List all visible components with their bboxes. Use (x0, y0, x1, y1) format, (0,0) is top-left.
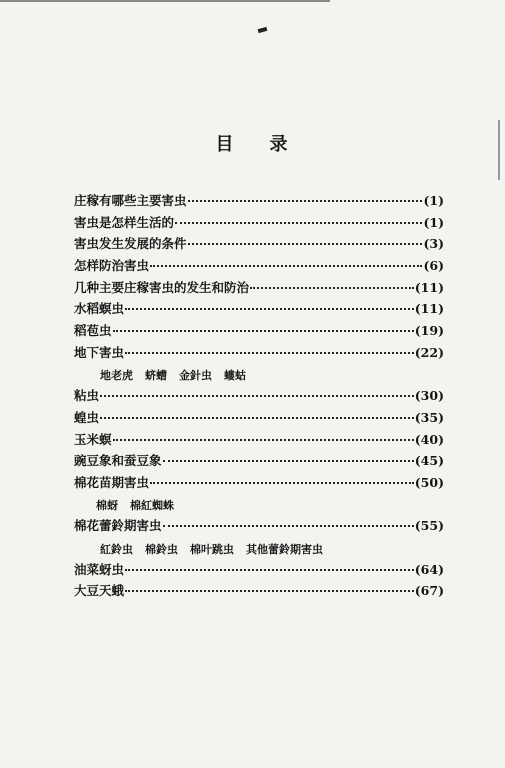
toc-entry (74, 516, 444, 538)
toc-entry-title: 大豆天蛾 (74, 583, 125, 599)
toc-subtopic: 棉蚜 (96, 499, 118, 513)
toc-entry (74, 256, 444, 278)
toc-entry (74, 191, 444, 213)
toc-subtopic: 紅鈴虫 (100, 542, 133, 556)
toc-entry-title: 油菜蚜虫 (74, 561, 125, 577)
toc-subtopic: 棉叶跳虫 (190, 542, 234, 556)
toc-subtopics (74, 495, 444, 517)
toc-entry-title: 棉花蕾鈴期害虫 (74, 518, 162, 534)
toc-entry-title: 害虫发生发展的条件 (74, 236, 187, 252)
toc-entry-title: 几种主要庄稼害虫的发生和防治 (74, 279, 250, 295)
page-title (0, 130, 505, 156)
toc-entry (74, 473, 444, 495)
toc-subtopic: 棉紅蜘蛛 (130, 499, 174, 513)
dot-leader (125, 352, 414, 354)
toc-entry-title: 蝗虫 (74, 409, 100, 425)
toc-page-number: (11) (414, 279, 444, 295)
toc-entry (74, 386, 444, 408)
table-of-contents (74, 191, 444, 603)
toc-page-number: (19) (414, 323, 444, 339)
toc-subtopic: 其他蕾鈴期害虫 (246, 542, 323, 556)
toc-entry-title: 玉米螟 (74, 431, 112, 447)
toc-subtopic: 蛴螬 (145, 369, 167, 383)
toc-entry (74, 299, 444, 321)
toc-entry (74, 430, 444, 452)
toc-page-number: (67) (414, 583, 444, 599)
toc-subtopics (74, 538, 444, 560)
toc-page-number: (55) (414, 518, 444, 534)
toc-page-number: (22) (414, 344, 444, 360)
toc-entry-title: 害虫是怎样生活的 (74, 214, 175, 230)
toc-entry-title: 庄稼有哪些主要害虫 (74, 193, 187, 208)
toc-page-number: (35) (414, 409, 444, 425)
toc-subtopic: 螻蛄 (224, 369, 246, 383)
dot-leader (113, 439, 414, 441)
toc-entry-title: 怎样防治害虫 (74, 258, 150, 274)
toc-entry (74, 343, 444, 365)
dot-leader (175, 222, 422, 224)
toc-subtopics (74, 365, 444, 387)
toc-page-number: (11) (414, 301, 444, 317)
toc-entry-title: 地下害虫 (74, 344, 125, 360)
dot-leader (163, 525, 414, 527)
toc-entry-title: 棉花苗期害虫 (74, 474, 150, 490)
toc-entry (74, 213, 444, 235)
toc-entry (74, 451, 444, 473)
dot-leader (188, 200, 423, 202)
toc-entry-title: 粘虫 (74, 388, 100, 404)
title-char-1: 目 (215, 134, 236, 155)
dot-leader (125, 569, 414, 571)
toc-entry-title: 稻苞虫 (74, 323, 112, 339)
toc-subtopic: 金針虫 (179, 369, 212, 383)
toc-entry (74, 560, 444, 582)
dot-leader (100, 417, 414, 419)
ink-mark (258, 27, 268, 33)
toc-page-number: (45) (414, 453, 444, 469)
toc-subtopic: 棉鈴虫 (145, 542, 178, 556)
toc-entry-title: 豌豆象和蚕豆象 (74, 453, 162, 469)
dot-leader (113, 330, 414, 332)
toc-entry (74, 408, 444, 430)
toc-entry (74, 278, 444, 300)
dot-leader (163, 460, 414, 462)
toc-page-number: (40) (414, 431, 444, 447)
toc-page-number: (1) (423, 193, 444, 208)
toc-entry-title: 水稻螟虫 (74, 301, 125, 317)
dot-leader (250, 287, 414, 289)
dot-leader (150, 482, 414, 484)
dot-leader (125, 590, 414, 592)
dot-leader (188, 243, 423, 245)
toc-page-number: (30) (414, 388, 444, 404)
title-char-2: 录 (269, 134, 290, 155)
toc-page-number: (50) (414, 474, 444, 490)
toc-subtopic: 地老虎 (100, 369, 133, 383)
toc-entry (74, 321, 444, 343)
dot-leader (150, 265, 422, 267)
toc-entry (74, 234, 444, 256)
toc-page-number: (1) (423, 214, 444, 230)
scan-edge-mark (0, 0, 330, 2)
dot-leader (100, 395, 414, 397)
toc-page-number: (64) (414, 561, 444, 577)
dot-leader (125, 308, 414, 310)
toc-entry (74, 581, 444, 603)
toc-page-number: (6) (423, 258, 444, 274)
toc-page-number: (3) (423, 236, 444, 252)
